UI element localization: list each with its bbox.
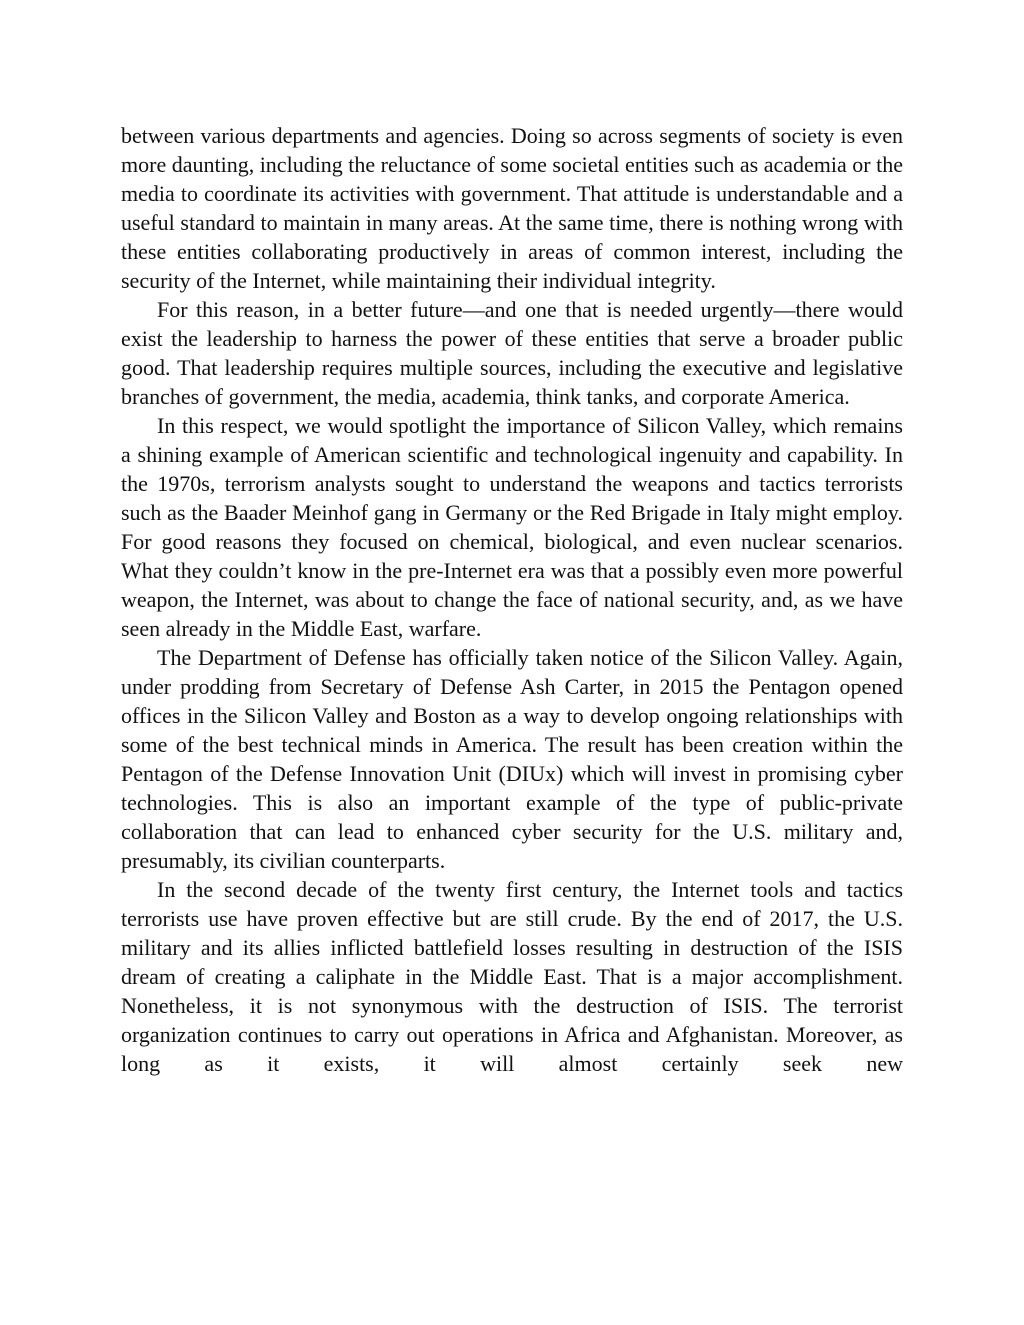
- paragraph-truncated: In the second decade of the twenty first century, the Internet tools and tactics terrorists use have proven effective but are still crude. By the end of 2017, the U.S. military and its allies inflicted battlefield losses resulting in destruction of the ISIS dream of creating a caliphate in the Middle East. That is a major accomplishment. Nonetheless, it is not synonymous with the destruction of ISIS. The terrorist organization continues to carry out operations in Africa and Afghanistan. Moreover, as long as it exists, it will almost certainly seek new: [121, 877, 903, 1076]
- paragraph: In this respect, we would spotlight the importance of Silicon Valley, which remains a shining example of American scientific and technological ingenuity and capability. In the 1970s, terrorism analysts sought to understand the weapons and tactics terrorists such as the Baader Meinhof gang in Germany or the Red Brigade in Italy might employ. For good reasons they focused on chemical, biological, and even nuclear scenarios. What they couldn’t know in the pre-Internet era was that a possibly even more powerful weapon, the Internet, was about to change the face of national security, and, as we have seen already in the Middle East, warfare.: [121, 413, 903, 641]
- paragraph: For this reason, in a better future—and one that is needed urgently—there would exist the leadership to harness the power of these entities that serve a broader public good. That leadership requires multiple sources, including the executive and legislative branches of government, the media, academia, think tanks, and corporate America.: [121, 297, 903, 409]
- paragraph: The Department of Defense has officially taken notice of the Silicon Valley. Again, under prodding from Secretary of Defense Ash Carter, in 2015 the Pentagon opened offices in the Silicon Valley and Boston as a way to develop ongoing relationships with some of the best technical minds in America. The result has been creation within the Pentagon of the Defense Innovation Unit (DIUx) which will invest in promising cyber technologies. This is also an important example of the type of public-private collaboration that can lead to enhanced cyber security for the U.S. military and, presumably, its civilian counterparts.: [121, 645, 903, 873]
- paragraph-continued: between various departments and agencies. Doing so across segments of society is even more daunting, including the reluctance of some societal entities such as academia or the media to coordinate its activities with government. That attitude is understandable and a useful standard to maintain in many areas. At the same time, there is nothing wrong with these entities collaborating productively in areas of common interest, including the security of the Internet, while maintaining their individual integrity.: [121, 123, 903, 293]
- document-page: [121, 121, 903, 1078]
